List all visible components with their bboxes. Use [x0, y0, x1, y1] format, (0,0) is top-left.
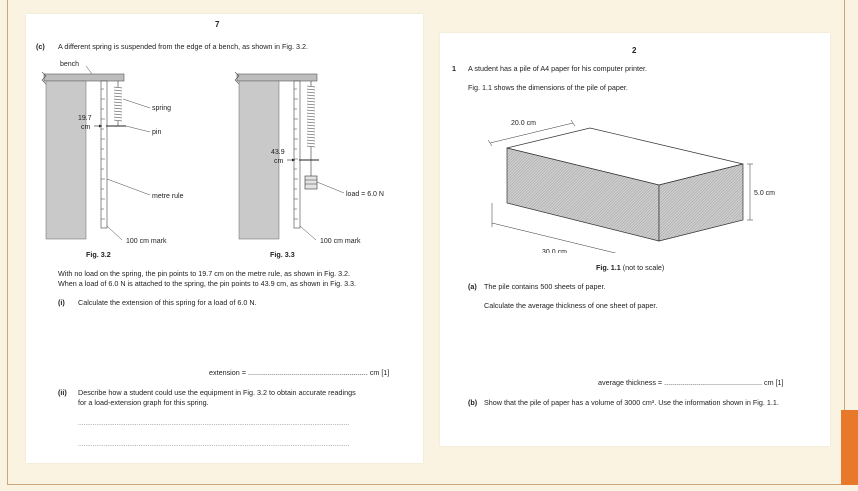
width-dimension-label: 20.0 cm	[511, 120, 536, 127]
page-number: 2	[632, 46, 637, 55]
fig-3-3-drawing	[235, 72, 384, 245]
part-a-text: The pile contains 500 sheets of paper.	[484, 282, 606, 291]
page-number: 7	[215, 20, 220, 29]
length-dimension-label: 30.0 cm	[542, 249, 567, 253]
answer-line-1[interactable]: ....................................................................................................................................................	[78, 420, 350, 427]
fig-3-2-drawing	[42, 61, 184, 245]
figure-caption-label: Fig. 1.1	[596, 263, 621, 272]
exam-page-right	[440, 33, 830, 446]
load-label: load = 6.0 N	[346, 191, 384, 198]
spring-coil	[114, 81, 122, 126]
spring-coil-stretched	[307, 81, 315, 176]
extension-answer-line[interactable]: extension = ............................................................ cm [1]	[209, 368, 390, 377]
part-ii-line-1: Describe how a student could use the equipment in Fig. 3.2 to obtain accurate readings	[78, 388, 356, 397]
load-mass	[305, 176, 317, 189]
thickness-answer-line[interactable]: average thickness = ................................................. cm [1]	[598, 378, 784, 387]
figure-1-1	[440, 103, 830, 253]
part-i-label: (i)	[58, 298, 65, 307]
wall	[46, 81, 86, 239]
bench-top	[237, 74, 317, 81]
figure-3-2-3-3	[26, 54, 423, 266]
metre-rule	[294, 81, 300, 228]
spring-label: spring	[152, 105, 172, 112]
paragraph-line-2: When a load of 6.0 N is attached to the spring, the pin points to 43.9 cm, as shown in Fig. 3.3.	[58, 279, 357, 288]
paper-pile	[507, 128, 743, 241]
reading-value-3-2: 19.7	[78, 115, 92, 122]
figure-caption	[596, 263, 664, 272]
part-a-instruction: Calculate the average thickness of one sheet of paper.	[484, 301, 658, 310]
exam-page-left	[26, 14, 423, 463]
figure-intro-text: Fig. 1.1 shows the dimensions of the pile of paper.	[468, 83, 628, 92]
question-number: 1	[452, 64, 456, 73]
intro-text: A student has a pile of A4 paper for his computer printer.	[468, 64, 647, 73]
wall	[239, 81, 279, 239]
paragraph-line-1: With no load on the spring, the pin points to 19.7 cm on the metre rule, as shown in Fig. 3.2.	[58, 269, 351, 278]
fig-3-2-caption: Fig. 3.2	[86, 250, 111, 259]
fig-3-3-caption: Fig. 3.3	[270, 250, 295, 259]
question-label: (c)	[36, 42, 45, 51]
pin-label: pin	[152, 129, 162, 136]
part-a-label: (a)	[468, 282, 477, 291]
figure-caption-note: (not to scale)	[620, 263, 665, 272]
mark-100-label-3-3: 100 cm mark	[320, 238, 361, 245]
height-dimension-label: 5.0 cm	[754, 190, 776, 197]
reading-value-3-3: 43.9	[271, 149, 285, 156]
bench-top	[44, 74, 124, 81]
bench-label: bench	[60, 61, 80, 68]
part-ii-line-2: for a load-extension graph for this spring.	[78, 398, 209, 407]
part-b-text: Show that the pile of paper has a volume of 3000 cm³. Use the information shown in Fig. 1.1.	[484, 398, 779, 407]
question-text: A different spring is suspended from the edge of a bench, as shown in Fig. 3.2.	[58, 42, 308, 51]
part-ii-label: (ii)	[58, 388, 67, 397]
answer-line-2[interactable]: ....................................................................................................................................................	[78, 441, 350, 448]
reading-unit-3-2: cm	[81, 124, 91, 131]
part-b-label: (b)	[468, 398, 478, 407]
reading-unit-3-3: cm	[274, 158, 284, 165]
mark-100-label-3-2: 100 cm mark	[126, 238, 167, 245]
accent-tab	[841, 410, 858, 485]
metre-rule-label: metre rule	[152, 193, 184, 200]
part-i-text: Calculate the extension of this spring for a load of 6.0 N.	[78, 298, 257, 307]
metre-rule	[101, 81, 107, 228]
